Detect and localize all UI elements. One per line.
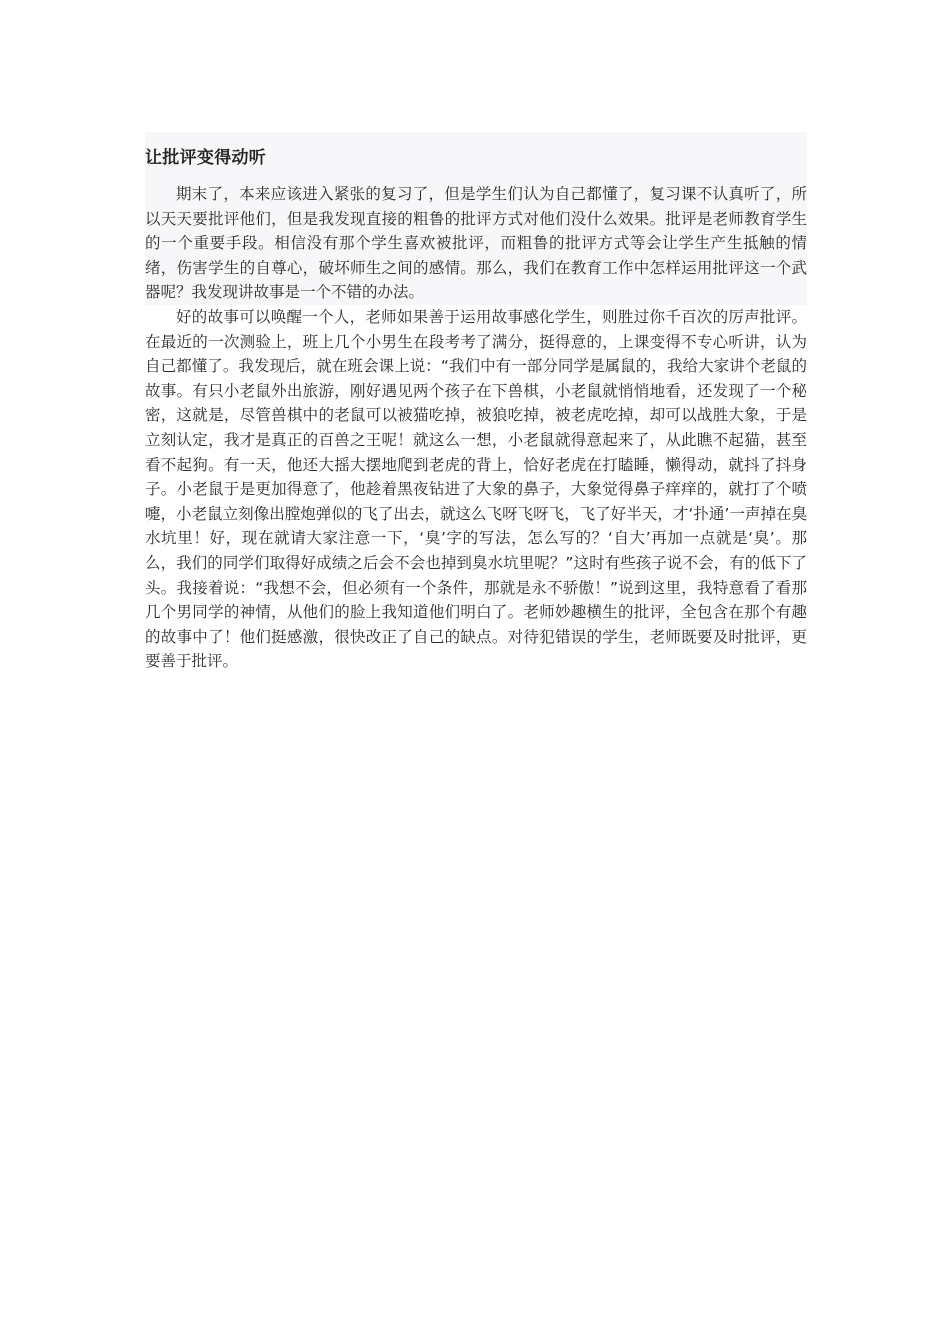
first-paragraph-block xyxy=(145,180,807,305)
second-paragraph-block xyxy=(145,305,807,674)
paragraph-1: 期末了，本来应该进入紧张的复习了，但是学生们认为自己都懂了，复习课不认真听了，所以天天要批评他们，但是我发现直接的粗鲁的批评方式对他们没什么效果。批评是老师教育学生的一个重要手段。相信没有那个学生喜欢被批评，而粗鲁的批评方式等会让学生产生抵触的情绪，伤害学生的自尊心，破坏师生之间的感情。那么，我们在教育工作中怎样运用批评这一个武器呢？我发现讲故事是一个不错的办法。 xyxy=(145,185,807,302)
article-title: 让批评变得动听 xyxy=(145,148,267,168)
title-band xyxy=(145,132,807,180)
article xyxy=(145,132,807,674)
paragraph-2: 好的故事可以唤醒一个人，老师如果善于运用故事感化学生，则胜过你千百次的厉声批评。在最近的一次测验上，班上几个小男生在段考考了满分，挺得意的，上课变得不专心听讲，认为自己都懂了。我发现后，就在班会课上说：“我们中有一部分同学是属鼠的，我给大家讲个老鼠的故事。有只小老鼠外出旅游，刚好遇见两个孩子在下兽棋，小老鼠就悄悄地看，还发现了一个秘密，这就是，尽管兽棋中的老鼠可以被猫吃掉，被狼吃掉，被老虎吃掉，却可以战胜大象，于是立刻认定，我才是真正的百兽之王呢！就这么一想，小老鼠就得意起来了，从此瞧不起猫，甚至看不起狗。有一天，他还大摇大摆地爬到老虎的背上，恰好老虎在打瞌睡，懒得动，就抖了抖身子。小老鼠于是更加得意了，他趁着黑夜钻进了大象的鼻子，大象觉得鼻子痒痒的，就打了个喷嚏，小老鼠立刻像出膛炮弹似的飞了出去，就这么飞呀飞呀飞，飞了好半天，才‘扑通’一声掉在臭水坑里！好，现在就请大家注意一下，‘臭’字的写法，怎么写的？‘自大’再加一点就是‘臭’。那么，我们的同学们取得好成绩之后会不会也掉到臭水坑里呢？”这时有些孩子说不会，有的低下了头。我接着说：“我想不会，但必须有一个条件，那就是永不骄傲！”说到这里，我特意看了看那几个男同学的神情，从他们的脸上我知道他们明白了。老师妙趣横生的批评，全包含在那个有趣的故事中了！他们挺感激，很快改正了自己的缺点。对待犯错误的学生，老师既要及时批评，更要善于批评。 xyxy=(145,307,807,671)
